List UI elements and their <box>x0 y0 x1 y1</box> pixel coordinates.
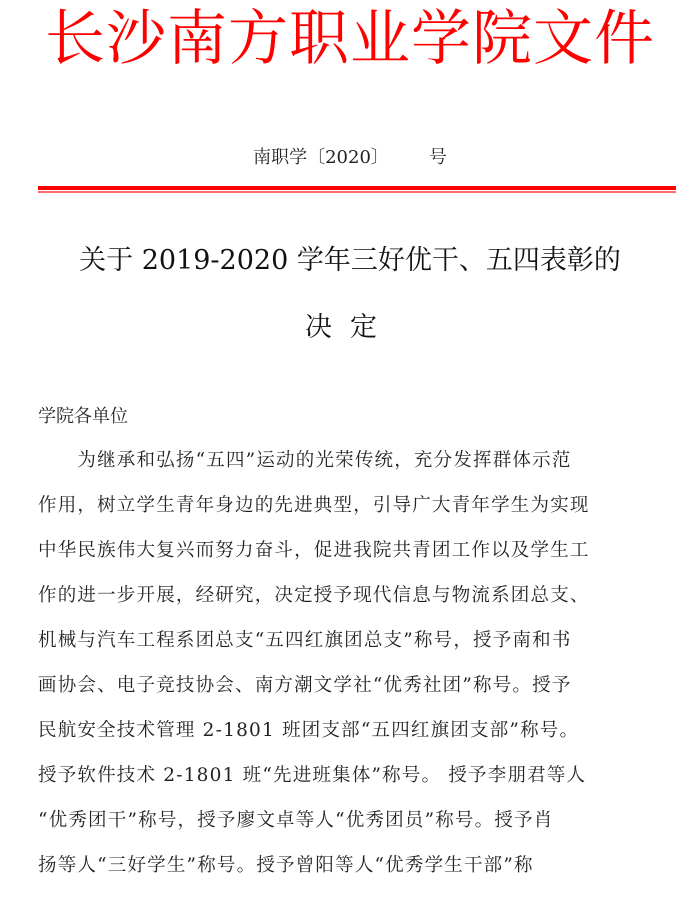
red-rule-thick <box>38 186 676 190</box>
salutation: 学院各单位 <box>38 406 128 427</box>
body-line: 授予软件技术 2-1801 班“先进班集体”称号。 授予李朋君等人 <box>38 765 587 786</box>
document-title-line-1: 关于 2019-2020 学年三好优干、五四表彰的 <box>79 245 621 276</box>
body-line: 画协会、电子竞技协会、南方潮文学社“优秀社团”称号。授予 <box>38 675 572 696</box>
body-line: 民航安全技术管理 2-1801 班团支部“五四红旗团支部”称号。 <box>38 720 580 741</box>
body-line: 扬等人“三好学生”称号。授予曾阳等人“优秀学生干部”称 <box>38 855 534 876</box>
body-line: 中华民族伟大复兴而努力奋斗，促进我院共青团工作以及学生工 <box>38 540 590 561</box>
red-rule-thin <box>38 191 676 193</box>
document-number <box>0 143 700 169</box>
body-line: 为继承和弘扬“五四”运动的光荣传统，充分发挥群体示范 <box>38 450 572 471</box>
document-number-prefix: 南职学〔2020〕 <box>253 147 389 168</box>
document-title-line-2: 决定 <box>305 312 395 343</box>
body-line: 作的进一步开展，经研究，决定授予现代信息与物流系团总支、 <box>38 585 590 606</box>
document-number-suffix: 号 <box>428 147 447 168</box>
red-header-rule <box>38 186 676 194</box>
body-line: “优秀团干”称号，授予廖文卓等人“优秀团员”称号。授予肖 <box>38 810 554 831</box>
body-line: 作用，树立学生青年身边的先进典型，引导广大青年学生为实现 <box>38 495 590 516</box>
masthead-title: 长沙南方职业学院文件 <box>45 4 655 74</box>
body-line: 机械与汽车工程系团总支“五四红旗团总支”称号，授予南和书 <box>38 630 572 651</box>
